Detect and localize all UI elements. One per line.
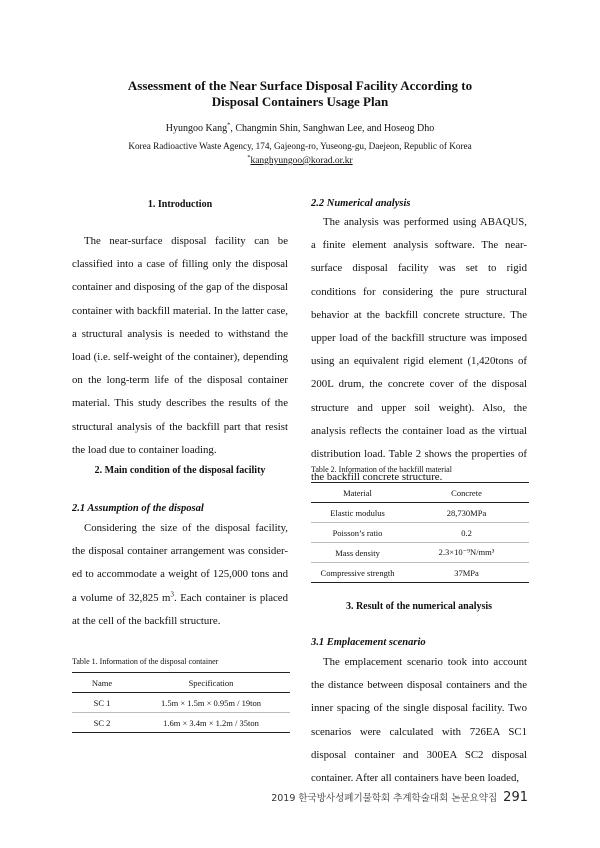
table-cell: Poisson’s ratio: [311, 523, 404, 543]
table-cell: 0.2: [404, 523, 529, 543]
other-authors: , Changmin Shin, Sanghwan Lee, and Hoseog Dho: [230, 123, 435, 134]
table-2-header-material: Material: [311, 483, 404, 503]
table-cell: SC 1: [72, 693, 132, 713]
section-2-2-text: The analysis was performed using ABAQUS, a finite element analysis software. The near-surface disposal facility was set to rigid conditions for considering the pure structural behavior at the backfill concrete structure. The upper load of the backfill structure was imposed using an equivalent rigid element (1,420tons of 200L drum, the concrete cover of the disposal structure and upper soil weight). Also, the analysis reflects the container load as the virtual distribution load. Table 2 shows the properties of the backfill concrete structure.: [311, 216, 527, 484]
section-1-heading: 1. Introduction: [147, 199, 213, 210]
table-2-header-concrete: Concrete: [404, 483, 529, 503]
paper-title: [60, 78, 540, 110]
first-author: Hyungoo Kang: [165, 123, 228, 134]
table-1-caption: Table 1. Information of the disposal container: [72, 657, 219, 666]
section-2-heading: 2. Main condition of the disposal facility: [94, 465, 266, 476]
table-cell: 2.3×10⁻⁹N/mm³: [404, 543, 529, 563]
table-2: [311, 482, 529, 583]
table-cell: Compressive strength: [311, 563, 404, 583]
section-3-1-text: The emplacement scenario took into account the distance between disposal containers and the inner spacing of the single disposal facility. Two scenarios were calculated with 726EA SC1 disposal container and 300EA SC2 disposal container. After all containers have been loaded,: [311, 656, 527, 785]
section-2-1-heading: 2.1 Assumption of the disposal: [72, 503, 204, 514]
table-1-header-spec: Specification: [132, 673, 290, 693]
email-link[interactable]: kanghyungoo@korad.or.kr: [250, 156, 353, 166]
page-footer: [271, 790, 528, 805]
corresponding-mark: *: [227, 121, 231, 129]
section-3-1-heading: 3.1 Emplacement scenario: [311, 637, 426, 648]
title-line-2: Disposal Containers Usage Plan: [211, 94, 389, 109]
section-2-2-heading: 2.2 Numerical analysis: [311, 198, 411, 209]
table-1-header-name: Name: [72, 673, 132, 693]
table-1: [72, 672, 290, 733]
proceedings-title: 2019 한국방사성폐기물학회 추계학술대회 논문요약집: [271, 793, 498, 804]
section-1-text: The near-surface disposal facility can be classified into a case of filling only the disposal container and disposing of the gap of the disposal container with backfill material. In the latter case, a structural analysis is needed to withstand the load (i.e. self-weight of the container), depending on the long-term life of the disposal container material. This study describes the results of the structural analysis of the backfill part that resist the load due to container loading.: [72, 235, 288, 456]
email-line: [40, 156, 560, 166]
title-line-1: Assessment of the Near Surface Disposal Facility According to: [127, 78, 473, 93]
cubic-superscript: 3: [170, 590, 174, 599]
author-list: [40, 123, 560, 134]
table-cell: Elastic modulus: [311, 503, 404, 523]
email-mark: *: [247, 154, 251, 161]
table-cell: 1.6m × 3.4m × 1.2m / 35ton: [132, 713, 290, 733]
table-row: [72, 693, 290, 713]
section-2-1-text-a: Considering the size of the disposal facility, the disposal container arrangement was consider-ed to accommodate a weight of 125,000 tons and a volume of 32,825 m: [72, 522, 288, 604]
page-number: 291: [503, 790, 528, 805]
table-row: [72, 713, 290, 733]
table-cell: SC 2: [72, 713, 132, 733]
table-row: [311, 543, 529, 563]
table-cell: Mass density: [311, 543, 404, 563]
section-2-1-text-b: . Each container is placed at the cell of the backfill structure.: [72, 591, 288, 627]
table-cell: 28,730MPa: [404, 503, 529, 523]
table-row: [311, 563, 529, 583]
affiliation: Korea Radioactive Waste Agency, 174, Gajeong-ro, Yuseong-gu, Daejeon, Republic of Korea: [128, 141, 472, 151]
section-3-heading: 3. Result of the numerical analysis: [345, 601, 493, 612]
table-2-caption: Table 2. Information of the backfill material: [311, 465, 452, 474]
section-2-1-text: [72, 517, 288, 633]
table-row: [311, 523, 529, 543]
table-cell: 1.5m × 1.5m × 0.95m / 19ton: [132, 693, 290, 713]
table-row: [311, 503, 529, 523]
table-cell: 37MPa: [404, 563, 529, 583]
